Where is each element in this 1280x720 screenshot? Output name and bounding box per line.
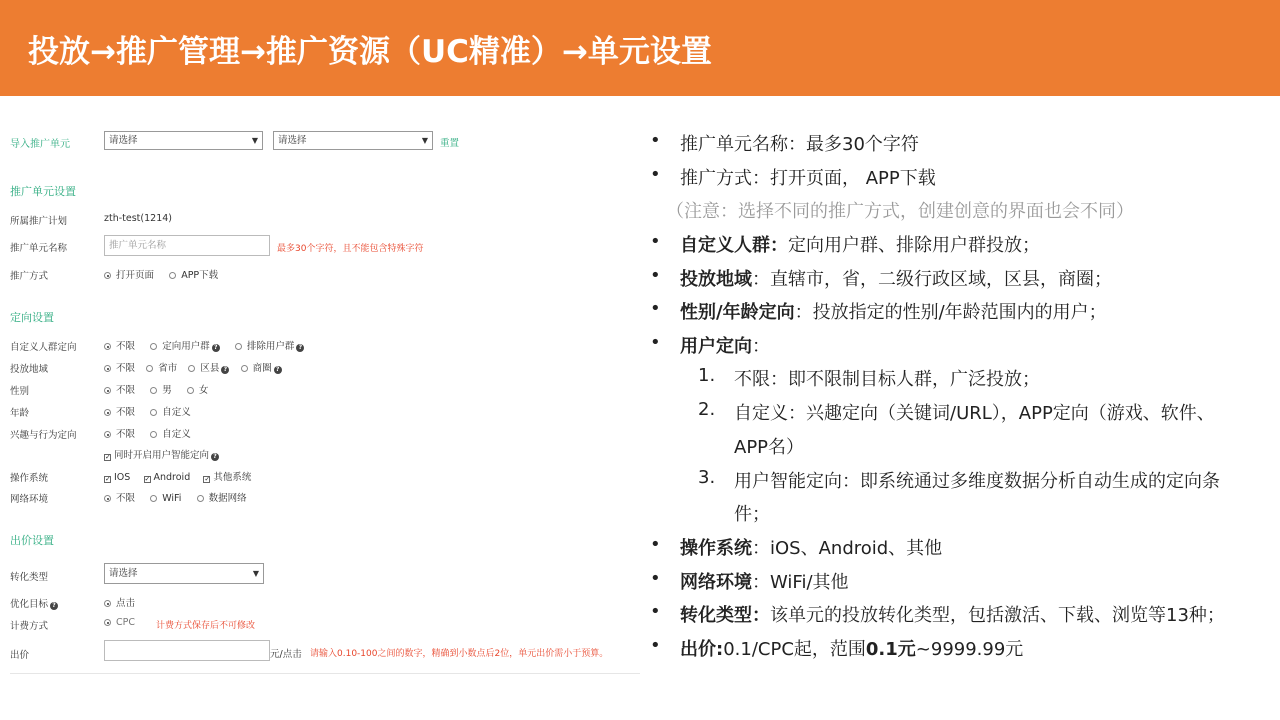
note-gender-age-text bbox=[680, 298, 1107, 324]
promo-method-open-page[interactable] bbox=[104, 270, 154, 281]
radio-selected-icon bbox=[104, 387, 111, 394]
radio-icon bbox=[187, 387, 194, 394]
gender-female[interactable] bbox=[187, 385, 209, 396]
os-other-label: 其他系统 bbox=[213, 472, 252, 483]
note-gender-age-title: 性别/年龄定向 bbox=[680, 302, 795, 323]
region-county[interactable] bbox=[188, 363, 229, 374]
note-user-targeting-body: ： bbox=[752, 336, 770, 357]
help-icon[interactable]: ? bbox=[296, 344, 304, 352]
age-options bbox=[104, 404, 203, 418]
conversion-select-value: 请选择 bbox=[109, 568, 138, 579]
sub-note-smart-number: 3. bbox=[698, 467, 716, 488]
reset-link[interactable]: 重置 bbox=[440, 138, 460, 149]
gender-male[interactable] bbox=[150, 385, 172, 396]
interest-custom-label: 自定义 bbox=[162, 429, 191, 440]
sub-note-custom-continued: APP名） bbox=[734, 437, 805, 458]
radio-selected-icon bbox=[104, 600, 111, 607]
billing-options bbox=[104, 617, 147, 628]
import-unit-select-value: 请选择 bbox=[278, 135, 307, 146]
unit-settings-form bbox=[0, 96, 640, 696]
help-icon[interactable]: ? bbox=[211, 453, 219, 461]
os-android-label: Android bbox=[153, 472, 191, 483]
gender-unlimited[interactable] bbox=[104, 385, 135, 396]
note-network-title: 网络环境 bbox=[680, 572, 752, 593]
note-audience-title: 自定义人群： bbox=[680, 235, 788, 256]
smart-targeting-checkbox[interactable] bbox=[104, 447, 219, 461]
radio-selected-icon bbox=[104, 272, 111, 279]
note-conversion-text bbox=[680, 601, 1225, 627]
bullet-icon: • bbox=[650, 164, 661, 185]
chevron-down-icon: ▼ bbox=[252, 569, 259, 578]
network-options bbox=[104, 490, 259, 504]
note-user-targeting-text bbox=[680, 332, 770, 358]
audience-options bbox=[104, 338, 316, 352]
bullet-icon: • bbox=[650, 130, 661, 151]
audience-exclude-group[interactable] bbox=[235, 341, 305, 352]
unit-settings-heading: 推广单元设置 bbox=[10, 185, 76, 198]
note-os-text bbox=[680, 534, 942, 560]
radio-icon bbox=[235, 343, 242, 350]
radio-selected-icon bbox=[104, 409, 111, 416]
note-bid-title: 出价: bbox=[680, 639, 724, 660]
interest-custom[interactable] bbox=[150, 429, 191, 440]
radio-icon bbox=[150, 343, 157, 350]
radio-icon bbox=[150, 409, 157, 416]
gender-female-label: 女 bbox=[198, 385, 209, 396]
age-unlimited[interactable] bbox=[104, 407, 135, 418]
bullet-icon: • bbox=[650, 231, 661, 252]
import-unit-label: 导入推广单元 bbox=[10, 139, 70, 150]
billing-label: 计费方式 bbox=[10, 621, 49, 632]
radio-icon bbox=[150, 431, 157, 438]
plan-value: zth-test(1214) bbox=[104, 213, 172, 224]
age-custom-label: 自定义 bbox=[162, 407, 191, 418]
os-ios[interactable] bbox=[104, 472, 130, 483]
bullet-icon: • bbox=[650, 298, 661, 319]
audience-unlimited-label: 不限 bbox=[116, 341, 136, 352]
goal-label bbox=[10, 596, 58, 610]
note-promo-method-warning: （注意：选择不同的推广方式，创建创意的界面也会不同） bbox=[666, 201, 1134, 222]
note-os-title: 操作系统 bbox=[680, 538, 752, 559]
help-icon[interactable]: ? bbox=[50, 602, 58, 610]
note-conversion-title: 转化类型： bbox=[680, 605, 770, 626]
bid-hint: 请输入0.10-100之间的数字，精确到小数点后2位，单元出价需小于预算。 bbox=[310, 649, 609, 659]
sub-note-custom-text: 自定义：兴趣定向（关键词/URL），APP定向（游戏、软件、 bbox=[734, 403, 1215, 424]
note-network-body: ：WiFi/其他 bbox=[752, 572, 849, 593]
audience-target-group-label: 定向用户群 bbox=[162, 341, 210, 352]
note-bid-range-label: 0.1/CPC起，范围 bbox=[723, 639, 866, 660]
import-plan-select-value: 请选择 bbox=[109, 135, 138, 146]
chevron-down-icon: ▼ bbox=[421, 136, 428, 145]
gender-unlimited-label: 不限 bbox=[116, 385, 136, 396]
network-mobile-data-label: 数据网络 bbox=[208, 493, 247, 504]
note-bid-text bbox=[680, 635, 1023, 661]
os-options bbox=[104, 469, 263, 483]
header-banner bbox=[0, 0, 1280, 96]
note-os-body: ：iOS、Android、其他 bbox=[752, 538, 943, 559]
goal-label-text: 优化目标 bbox=[10, 599, 49, 610]
gender-options bbox=[104, 382, 220, 396]
bid-label: 出价 bbox=[10, 650, 30, 661]
bid-unit: 元/点击 bbox=[270, 649, 302, 660]
os-other[interactable] bbox=[203, 472, 251, 483]
note-conversion-body: 该单元的投放转化类型，包括激活、下载、浏览等13种； bbox=[770, 605, 1225, 626]
promo-method-app-download[interactable] bbox=[169, 270, 218, 281]
chevron-down-icon: ▼ bbox=[251, 136, 258, 145]
network-label: 网络环境 bbox=[10, 494, 49, 505]
checkbox-checked-icon: ✓ bbox=[105, 475, 111, 483]
conversion-select[interactable] bbox=[104, 563, 264, 584]
note-region-body: ：直辖市，省，二级行政区域，区县，商圈； bbox=[752, 269, 1112, 290]
interest-label: 兴趣与行为定向 bbox=[10, 430, 77, 441]
audience-target-group[interactable] bbox=[150, 341, 220, 352]
interest-unlimited[interactable] bbox=[104, 429, 135, 440]
promo-method-app-download-label: APP下载 bbox=[181, 270, 219, 281]
note-region-text bbox=[680, 265, 1112, 291]
goal-click-label: 点击 bbox=[116, 598, 136, 609]
sub-note-smart-continued: 件； bbox=[734, 504, 770, 525]
note-bid-max: ~9999.99元 bbox=[915, 639, 1024, 660]
goal-click[interactable] bbox=[104, 598, 135, 609]
sub-note-custom-number: 2. bbox=[698, 399, 716, 420]
network-unlimited-label: 不限 bbox=[116, 493, 136, 504]
region-county-label: 区县 bbox=[200, 363, 220, 374]
radio-selected-icon bbox=[104, 495, 111, 502]
note-audience-body: 定向用户群、排除用户群投放； bbox=[788, 235, 1040, 256]
note-network-text bbox=[680, 568, 849, 594]
network-unlimited[interactable] bbox=[104, 493, 135, 504]
sub-note-unlimited-text: 不限：即不限制目标人群，广泛投放； bbox=[734, 369, 1040, 390]
unit-name-hint: 最多30个字符，且不能包含特殊字符 bbox=[277, 244, 424, 254]
note-gender-age-body: ：投放指定的性别/年龄范围内的用户； bbox=[794, 302, 1107, 323]
region-province-label: 省市 bbox=[158, 363, 178, 374]
help-icon[interactable]: ? bbox=[274, 366, 282, 374]
network-wifi-label: WiFi bbox=[162, 493, 182, 504]
age-label: 年龄 bbox=[10, 408, 30, 419]
conversion-label: 转化类型 bbox=[10, 572, 49, 583]
audience-label: 自定义人群定向 bbox=[10, 342, 77, 353]
network-wifi[interactable] bbox=[150, 493, 181, 504]
radio-icon bbox=[169, 272, 176, 279]
os-label: 操作系统 bbox=[10, 473, 49, 484]
region-label: 投放地域 bbox=[10, 364, 49, 375]
bullet-icon: • bbox=[650, 568, 661, 589]
form-divider bbox=[10, 673, 640, 674]
help-icon[interactable]: ? bbox=[212, 344, 220, 352]
region-business-area-label: 商圈 bbox=[252, 363, 272, 374]
unit-name-label: 推广单元名称 bbox=[10, 243, 68, 254]
radio-selected-icon bbox=[104, 619, 111, 626]
checkbox-checked-icon: ✓ bbox=[144, 475, 151, 483]
billing-cpc bbox=[104, 617, 135, 628]
radio-icon bbox=[146, 365, 153, 372]
age-custom[interactable] bbox=[150, 407, 191, 418]
checkbox-checked-icon: ✓ bbox=[105, 453, 111, 461]
import-unit-select[interactable] bbox=[273, 131, 433, 150]
network-mobile-data[interactable] bbox=[197, 493, 247, 504]
bullet-icon: • bbox=[650, 332, 661, 353]
bullet-icon: • bbox=[650, 601, 661, 622]
sub-note-smart-text: 用户智能定向：即系统通过多维度数据分析自动生成的定向条 bbox=[734, 471, 1220, 492]
unit-name-placeholder: 推广单元名称 bbox=[109, 240, 167, 251]
bullet-icon: • bbox=[650, 635, 661, 656]
interest-options bbox=[104, 426, 203, 440]
audience-exclude-group-label: 排除用户群 bbox=[246, 341, 295, 352]
interest-unlimited-label: 不限 bbox=[116, 429, 136, 440]
goal-options bbox=[104, 595, 147, 609]
note-audience-text bbox=[680, 231, 1040, 257]
note-promo-method-text: 推广方式：打开页面， APP下载 bbox=[680, 168, 936, 189]
promo-method-label: 推广方式 bbox=[10, 271, 49, 282]
sub-note-unlimited-number: 1. bbox=[698, 365, 716, 386]
region-unlimited[interactable] bbox=[104, 363, 135, 374]
targeting-heading: 定向设置 bbox=[10, 311, 54, 324]
note-region-title: 投放地域 bbox=[680, 269, 752, 290]
bid-input[interactable] bbox=[104, 640, 270, 661]
gender-label: 性别 bbox=[10, 386, 30, 397]
gender-male-label: 男 bbox=[162, 385, 172, 396]
note-unit-name-text: 推广单元名称：最多30个字符 bbox=[680, 134, 919, 155]
note-bid-min: 0.1元 bbox=[865, 639, 916, 660]
radio-icon bbox=[188, 365, 195, 372]
region-unlimited-label: 不限 bbox=[116, 363, 136, 374]
radio-selected-icon bbox=[104, 343, 111, 350]
billing-cpc-label: CPC bbox=[116, 617, 135, 628]
radio-selected-icon bbox=[104, 431, 111, 438]
help-icon[interactable]: ? bbox=[221, 366, 229, 374]
checkbox-checked-icon: ✓ bbox=[204, 475, 211, 483]
plan-label: 所属推广计划 bbox=[10, 216, 68, 227]
promo-method-open-page-label: 打开页面 bbox=[116, 270, 155, 281]
unit-name-input[interactable] bbox=[104, 235, 270, 256]
billing-hint: 计费方式保存后不可修改 bbox=[156, 621, 256, 631]
radio-icon bbox=[150, 495, 157, 502]
radio-icon bbox=[197, 495, 204, 502]
radio-icon bbox=[241, 365, 248, 372]
radio-selected-icon bbox=[104, 365, 111, 372]
age-unlimited-label: 不限 bbox=[116, 407, 136, 418]
import-plan-select[interactable] bbox=[104, 131, 263, 150]
radio-icon bbox=[150, 387, 157, 394]
page-title: 投放→推广管理→推广资源（UC精准）→单元设置 bbox=[28, 34, 712, 70]
smart-targeting-label: 同时开启用户智能定向 bbox=[114, 450, 210, 461]
audience-unlimited[interactable] bbox=[104, 341, 135, 352]
bullet-icon: • bbox=[650, 534, 661, 555]
note-user-targeting-title: 用户定向 bbox=[680, 336, 752, 357]
promo-method-options bbox=[104, 267, 230, 281]
region-business-area[interactable] bbox=[241, 363, 282, 374]
bullet-icon: • bbox=[650, 265, 661, 286]
region-options bbox=[104, 360, 294, 374]
bid-settings-heading: 出价设置 bbox=[10, 534, 54, 547]
os-ios-label: IOS bbox=[114, 472, 131, 483]
region-province[interactable] bbox=[146, 363, 177, 374]
os-android[interactable] bbox=[144, 472, 191, 483]
